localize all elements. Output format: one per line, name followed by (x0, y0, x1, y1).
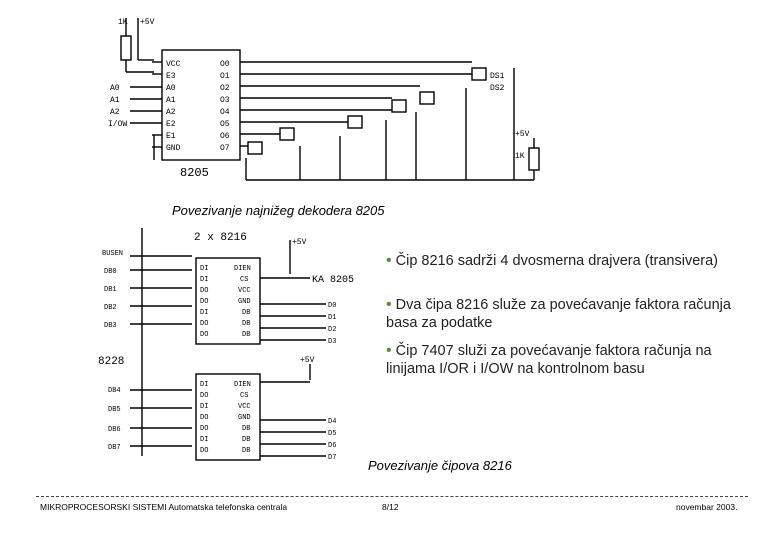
footer-divider (36, 496, 748, 497)
db4-label: DB4 (108, 387, 121, 395)
right-power-label: +5V (515, 130, 530, 139)
resistor-1k-label: 1K (118, 18, 128, 27)
pin-e1: E1 (166, 132, 176, 141)
pin-o6: O6 (220, 132, 230, 141)
bullet-2-text: Dva čipa 8216 služe za povećavanje faktora računja basa za podatke (386, 297, 731, 331)
pin-o4: O4 (220, 108, 230, 117)
bottom-pin-r5: DB (242, 425, 251, 433)
bottom-pin-l3: DI (200, 403, 209, 411)
db2-label: DB2 (104, 304, 117, 312)
top-pin-l1: DI (200, 265, 209, 273)
db6-label: DB6 (108, 426, 121, 434)
input-a0: A0 (110, 84, 120, 93)
top-pin-l4: DO (200, 298, 209, 306)
bullet-dot-icon: • (386, 252, 392, 269)
d2-label: D2 (328, 326, 337, 334)
bullet-3 (386, 342, 756, 378)
pin-o7: O7 (220, 144, 230, 153)
d5-label: D5 (328, 430, 337, 438)
pin-o1: O1 (220, 72, 230, 81)
pin-o5: O5 (220, 120, 230, 129)
power-bottom-label: +5V (300, 356, 315, 365)
chip-8216-title: 2 x 8216 (194, 232, 247, 244)
pin-e3: E3 (166, 72, 176, 81)
caption-top: Povezivanje najnižeg dekodera 8205 (172, 203, 385, 218)
decoder-8205-schematic (110, 8, 560, 196)
bottom-pin-l4: DO (200, 414, 209, 422)
right-resistor-label: 1K (515, 152, 525, 161)
ds2-label: DS2 (490, 84, 505, 93)
top-pin-l6: DO (200, 320, 209, 328)
pin-vcc: VCC (166, 60, 181, 69)
ka-8205-label: KA 8205 (312, 275, 355, 286)
transceiver-8216-schematic (100, 224, 370, 460)
label-8228: 8228 (98, 356, 125, 368)
bottom-pin-l1: DI (200, 381, 209, 389)
bullet-dot-icon: • (386, 342, 392, 359)
bottom-pin-l7: DO (200, 447, 209, 455)
power-8216-label: +5V (292, 238, 307, 247)
top-pin-l7: DO (200, 331, 209, 339)
bottom-pin-r2: CS (240, 392, 249, 400)
d7-label: D7 (328, 454, 337, 462)
top-pin-l5: DI (200, 309, 209, 317)
bottom-pin-r1: DIEN (234, 381, 251, 389)
top-pin-r3: VCC (238, 287, 251, 295)
bottom-pin-r7: DB (242, 447, 251, 455)
pin-a2: A2 (166, 108, 176, 117)
bullet-1 (386, 252, 756, 270)
footer-page-number: 8/12 (382, 502, 399, 512)
footer-left: MIKROPROCESORSKI SISTEMI Automatska telefonska centrala (40, 502, 288, 512)
chip-8205-title: 8205 (180, 166, 209, 180)
top-pin-r4: GND (238, 298, 251, 306)
top-pin-r1: DIEN (234, 265, 251, 273)
bullet-2 (386, 296, 756, 332)
bullet-3-text: Čip 7407 služi za povećavanje faktora računja na linijama I/OR i I/OW na kontrolnom basu (386, 343, 712, 377)
bottom-pin-r3: VCC (238, 403, 251, 411)
top-pin-r6: DB (242, 320, 251, 328)
bullet-1-text: Čip 8216 sadrži 4 dvosmerna drajvera (transivera) (395, 253, 719, 269)
d3-label: D3 (328, 338, 337, 346)
db0-label: DB0 (104, 268, 117, 276)
d1-label: D1 (328, 314, 337, 322)
bottom-pin-l2: DO (200, 392, 209, 400)
top-pin-l3: DO (200, 287, 209, 295)
pin-o2: O2 (220, 84, 230, 93)
db5-label: DB5 (108, 406, 121, 414)
top-pin-l2: DI (200, 276, 209, 284)
caption-bottom: Povezivanje čipova 8216 (368, 458, 512, 473)
bottom-pin-l6: DI (200, 436, 209, 444)
top-pin-r7: DB (242, 331, 251, 339)
pin-o3: O3 (220, 96, 230, 105)
ds1-label: DS1 (490, 72, 505, 81)
footer-date: novembar 2003. (676, 502, 738, 512)
input-a1: A1 (110, 96, 120, 105)
d4-label: D4 (328, 418, 337, 426)
d6-label: D6 (328, 442, 337, 450)
db3-label: DB3 (104, 322, 117, 330)
input-iow: I/OW (108, 120, 128, 129)
pin-a1: A1 (166, 96, 176, 105)
power-5v-label: +5V (140, 18, 155, 27)
bullet-dot-icon: • (386, 296, 392, 313)
top-pin-r2: CS (240, 276, 249, 284)
pin-gnd: GND (166, 144, 181, 153)
d0-label: D0 (328, 302, 337, 310)
bus-en-label: BUSEN (102, 250, 124, 258)
bottom-pin-r4: GND (238, 414, 251, 422)
top-pin-r5: DB (242, 309, 251, 317)
db1-label: DB1 (104, 286, 117, 294)
pin-e2: E2 (166, 120, 176, 129)
bottom-pin-l5: DO (200, 425, 209, 433)
pin-o0: O0 (220, 60, 230, 69)
bottom-pin-r6: DB (242, 436, 251, 444)
input-a2: A2 (110, 108, 120, 117)
pin-a0: A0 (166, 84, 176, 93)
db7-label: DB7 (108, 444, 121, 452)
